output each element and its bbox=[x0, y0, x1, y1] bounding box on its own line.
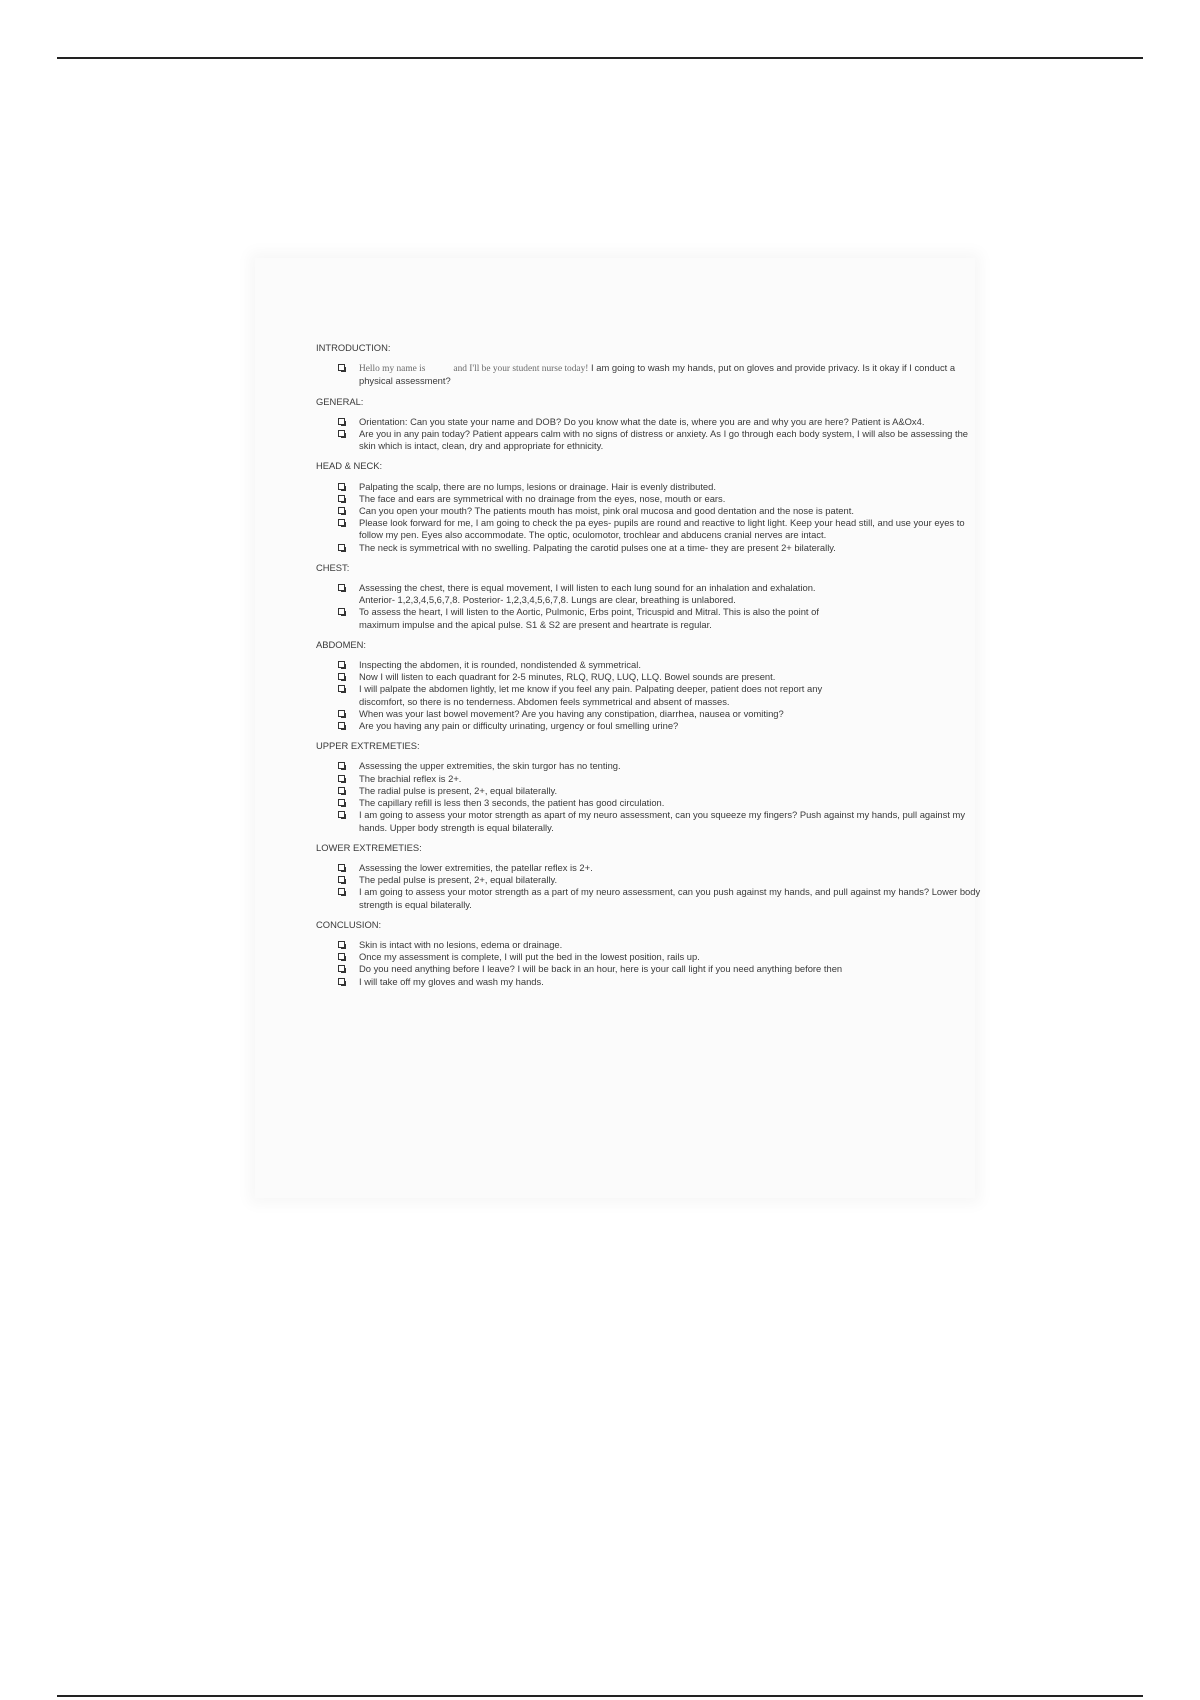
checkbox-icon bbox=[338, 673, 345, 680]
checkbox-icon bbox=[338, 710, 345, 717]
list-item bbox=[316, 951, 982, 963]
list-item bbox=[316, 362, 982, 387]
item-text: Assessing the upper extremities, the skin turgor has no tenting. bbox=[359, 760, 621, 772]
top-rule bbox=[57, 57, 1143, 59]
list-item bbox=[316, 493, 982, 505]
checkbox-icon bbox=[338, 544, 345, 551]
section-upper-extremeties bbox=[316, 740, 982, 833]
section-lower-extremeties bbox=[316, 842, 982, 911]
item-text: I will take off my gloves and wash my hands. bbox=[359, 975, 544, 987]
section-abdomen bbox=[316, 639, 982, 732]
list-item bbox=[316, 582, 829, 606]
checkbox-icon bbox=[338, 787, 345, 794]
checkbox-icon bbox=[338, 888, 345, 895]
list-item bbox=[316, 416, 982, 428]
list-item bbox=[316, 683, 829, 707]
item-list bbox=[316, 862, 982, 911]
section-heading: CONCLUSION: bbox=[316, 918, 382, 930]
checkbox-icon bbox=[338, 864, 345, 871]
item-text: Do you need anything before I leave? I will be back in an hour, here is your call light if you need anything before then bbox=[359, 963, 843, 975]
item-text: I am going to assess your motor strength as a part of my neuro assessment, can you push against my hands, and pull against my hands? Lower body strength is equal bilaterally. bbox=[359, 886, 981, 910]
checkbox-icon bbox=[338, 519, 345, 526]
greeting-text: and I'll be your student nurse today! bbox=[453, 364, 589, 375]
list-item bbox=[316, 773, 982, 785]
list-item bbox=[316, 976, 982, 988]
item-list bbox=[316, 481, 982, 554]
item-text: I will palpate the abdomen lightly, let me know if you feel any pain. Palpating deeper, patient does not report any discomfort, so there is no tenderness. Abdomen feels symmetrical and absent of masses. bbox=[359, 683, 823, 707]
item-text: Can you open your mouth? The patients mouth has moist, pink oral mucosa and good dentation and the nose is patent. bbox=[359, 505, 854, 517]
section-introduction bbox=[316, 342, 982, 388]
checkbox-icon bbox=[338, 430, 345, 437]
section-heading: CHEST: bbox=[316, 561, 350, 573]
checkbox-icon bbox=[338, 775, 345, 782]
checkbox-icon bbox=[338, 483, 345, 490]
list-item bbox=[316, 708, 829, 720]
checkbox-icon bbox=[338, 811, 345, 818]
bottom-rule bbox=[57, 1695, 1143, 1697]
item-text: Orientation: Can you state your name and DOB? Do you know what the date is, where you are and why you are here? Patient is A&Ox4. bbox=[359, 415, 925, 427]
list-item bbox=[316, 517, 982, 541]
section-heading: LOWER EXTREMETIES: bbox=[316, 841, 422, 853]
section-heading: HEAD & NECK: bbox=[316, 460, 383, 472]
list-item bbox=[316, 785, 982, 797]
greeting-text: Hello my name is bbox=[359, 364, 426, 375]
item-text: The radial pulse is present, 2+, equal bilaterally. bbox=[359, 784, 558, 796]
list-item bbox=[316, 862, 982, 874]
list-item bbox=[316, 939, 982, 951]
item-text: Assessing the chest, there is equal movement, I will listen to each lung sound for an inhalation and exhalation. Anterior- 1,2,3,4,5,6,7,8. Posterior- 1,2,3,4,5,6,7,8. Lungs are clear, breathing is unlabored. bbox=[359, 582, 816, 606]
section-conclusion bbox=[316, 919, 982, 988]
list-item bbox=[316, 874, 982, 886]
document-content bbox=[316, 342, 982, 996]
item-text: Palpating the scalp, there are no lumps, lesions or drainage. Hair is evenly distributed. bbox=[359, 480, 716, 492]
list-item bbox=[316, 886, 982, 910]
section-heading: UPPER EXTREMETIES: bbox=[316, 740, 420, 752]
checkbox-icon bbox=[338, 507, 345, 514]
item-list bbox=[316, 939, 982, 988]
checkbox-icon bbox=[338, 364, 345, 371]
item-text: I am going to assess your motor strength as apart of my neuro assessment, can you squeeze my fingers? Push against my hands, pull against my hands. Upper body strength is equal bilaterally. bbox=[359, 809, 966, 833]
section-heading: INTRODUCTION: bbox=[316, 342, 391, 353]
item-text: I am going to wash my hands, put on gloves and provide privacy. Is it okay if I conduct a physical assessment? bbox=[359, 362, 956, 387]
list-item bbox=[316, 720, 982, 732]
list-item bbox=[316, 809, 982, 833]
list-item bbox=[316, 481, 982, 493]
item-text: Inspecting the abdomen, it is rounded, nondistended & symmetrical. bbox=[359, 659, 641, 671]
item-text: Now I will listen to each quadrant for 2-5 minutes, RLQ, RUQ, LUQ, LLQ. Bowel sounds are present. bbox=[359, 671, 776, 683]
item-text: To assess the heart, I will listen to the Aortic, Pulmonic, Erbs point, Tricuspid and Mitral. This is also the point of maximum impulse and the apical pulse. S1 & S2 are present and heartrate is regular. bbox=[359, 606, 819, 630]
list-item bbox=[316, 428, 982, 452]
checkbox-icon bbox=[338, 978, 345, 985]
section-general bbox=[316, 396, 982, 453]
list-item bbox=[316, 505, 982, 517]
list-item bbox=[316, 659, 829, 671]
list-item bbox=[316, 671, 829, 683]
item-list bbox=[316, 582, 982, 631]
item-list bbox=[316, 760, 982, 833]
item-text: When was your last bowel movement? Are you having any constipation, diarrhea, nausea or vomiting? bbox=[359, 707, 784, 719]
checkbox-icon bbox=[338, 495, 345, 502]
item-text: The pedal pulse is present, 2+, equal bilaterally. bbox=[359, 874, 558, 886]
item-list bbox=[316, 659, 982, 732]
item-list bbox=[316, 416, 982, 453]
item-text: Once my assessment is complete, I will put the bed in the lowest position, rails up. bbox=[359, 951, 700, 963]
section-head-neck bbox=[316, 460, 982, 553]
list-item bbox=[316, 760, 982, 772]
checkbox-icon bbox=[338, 722, 345, 729]
list-item bbox=[316, 963, 982, 975]
checkbox-icon bbox=[338, 608, 345, 615]
list-item bbox=[316, 542, 982, 554]
list-item bbox=[316, 797, 982, 809]
item-text: The capillary refill is less then 3 seconds, the patient has good circulation. bbox=[359, 797, 665, 809]
item-text: Skin is intact with no lesions, edema or drainage. bbox=[359, 938, 563, 950]
checkbox-icon bbox=[338, 661, 345, 668]
list-item bbox=[316, 606, 829, 630]
checkbox-icon bbox=[338, 953, 345, 960]
checkbox-icon bbox=[338, 941, 345, 948]
item-text: Are you having any pain or difficulty urinating, urgency or foul smelling urine? bbox=[359, 720, 679, 732]
item-text: The neck is symmetrical with no swelling. Palpating the carotid pulses one at a time- they are present 2+ bilaterally. bbox=[359, 541, 836, 553]
section-heading: GENERAL: bbox=[316, 395, 364, 407]
checkbox-icon bbox=[338, 418, 345, 425]
checkbox-icon bbox=[338, 584, 345, 591]
item-text: The brachial reflex is 2+. bbox=[359, 772, 462, 784]
item-text: The face and ears are symmetrical with no drainage from the eyes, nose, mouth or ears. bbox=[359, 492, 726, 504]
item-list bbox=[316, 362, 982, 387]
checkbox-icon bbox=[338, 876, 345, 883]
section-chest bbox=[316, 562, 982, 631]
checkbox-icon bbox=[338, 965, 345, 972]
item-text: Are you in any pain today? Patient appears calm with no signs of distress or anxiety. As I go through each body system, I will also be assessing the skin which is intact, clean, dry and appropriate for ethnicity. bbox=[359, 428, 969, 452]
checkbox-icon bbox=[338, 685, 345, 692]
item-text: Please look forward for me, I am going to check the pa eyes- pupils are round and reactive to light light. Keep your head still, and use your eyes to follow my pen. Eyes also accommodate. The optic, oculomotor, trochlear and abducens cranial nerves are intact. bbox=[359, 517, 965, 541]
checkbox-icon bbox=[338, 799, 345, 806]
section-heading: ABDOMEN: bbox=[316, 638, 367, 650]
item-text: Assessing the lower extremities, the patellar reflex is 2+. bbox=[359, 861, 593, 873]
checkbox-icon bbox=[338, 762, 345, 769]
